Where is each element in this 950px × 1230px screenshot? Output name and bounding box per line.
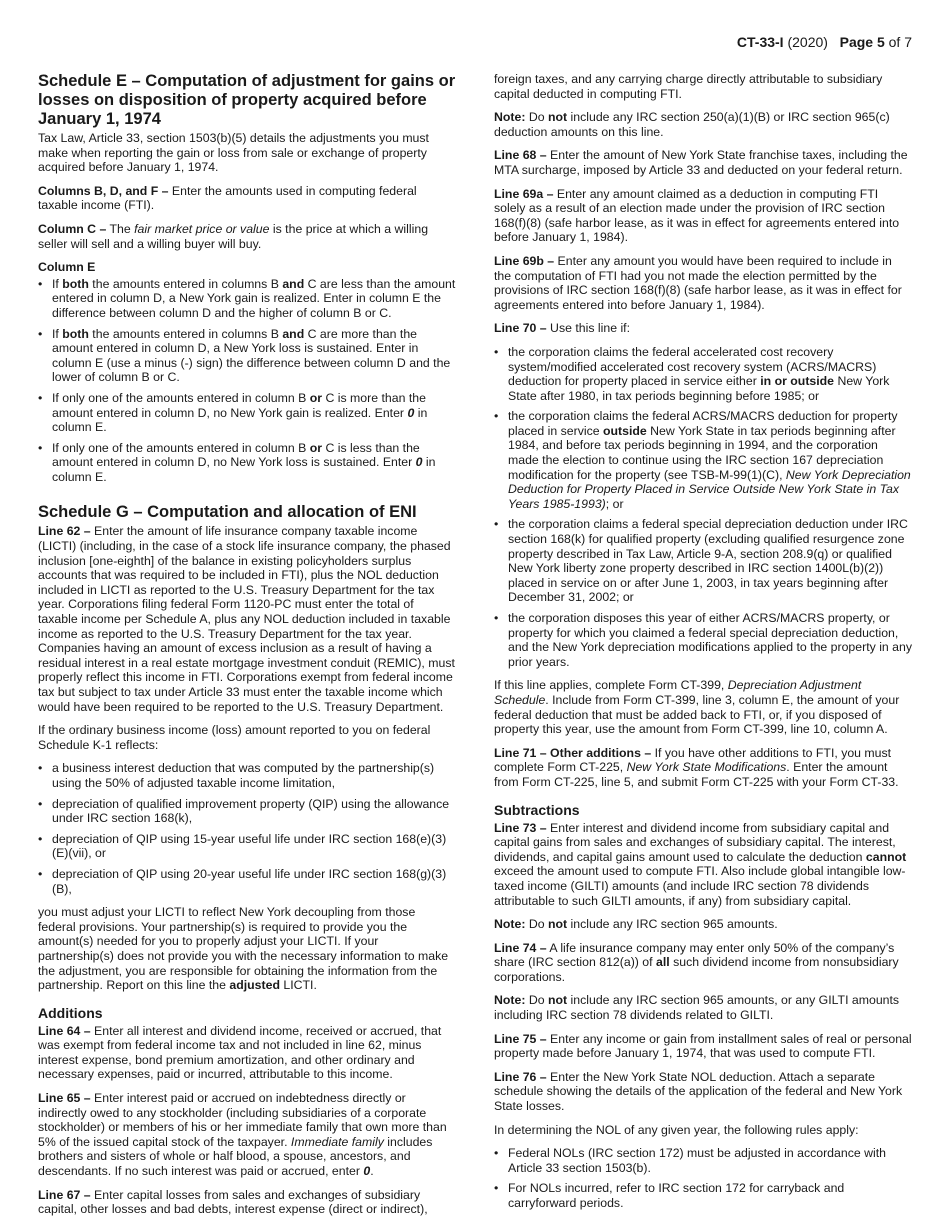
column-e-heading: Column E [38,260,96,275]
left-column [38,72,456,1226]
column-e-list [38,277,456,485]
list-item: • the corporation claims a federal special depreciation deduction under IRC section 168(k) for qualified property (excluding qualified resurgence zone property described in Tax Law, Article 9-A, section 208.9(q) or qualified New York liberty zone property described in IRC section 1400L(b)(2)) placed in service on or after June 1, 2003, in tax years beginning after December 31, 2002; or [494,517,912,605]
list-item: • the corporation claims the federal accelerated cost recovery system/modified accelerated cost recovery system (ACRS/MACRS) deduction for property placed in service either in or outside New York State after 1980, in tax periods beginning before 1985; or [494,345,912,403]
list-item: • If both the amounts entered in columns B and C are more than the amount entered in column D, a New York loss is sustained. Enter in column E (use a minus (-) sign) the difference between column D and the lower of column B or C. [38,327,456,385]
continued-paragraph: foreign taxes, and any carrying charge directly attributable to subsidiary capital deducted in computing FTI. [494,72,883,101]
additions-heading: Additions [38,1004,103,1021]
subtractions-heading: Subtractions [494,801,580,818]
page-label: Page 5 [839,34,885,50]
note-1: Note: Do not include any IRC section 250(a)(1)(B) or IRC section 965(c) deduction amounts on this line. [494,110,890,139]
line-62-paragraph: Line 62 – Enter the amount of life insurance company taxable income (LICTI) (including, in the case of a stock life insurance company, the phased inclusion [one-eighth] of the balance in existing policyholders surplus accounts that was required to be included in FTI), plus the NOL deduction included in LICTI as reported to the U.S. Treasury Department for the tax year. Corporations filing federal Form 1120-PC must enter the total of taxable income per Schedule A, plus any NOL deduction included in taxable income as reported to the U.S. Treasury Department for the tax year. Companies having an amount of excess inclusion as a result of having a residual interest in a real estate mortgage investment conduit (REMIC), must properly reflect this income in FTI. Corporations exempt from federal income tax but subject to tax under Article 33 must enter the taxable income which would have been required to be reported to the U.S. Treasury Department. [38,524,455,714]
line-69a-paragraph: Line 69a – Enter any amount claimed as a deduction in computing FTI solely as a result of an election made under the provision of IRC section 168(f)(8) (safe harbor lease, as it was in effect for agreements entered into before January 1, 1984). [494,186,900,245]
line-65-paragraph: Line 65 – Enter interest paid or accrued on indebtedness directly or indirectly owed to any stockholder (including subsidiaries of a corporate stockholder) or members of his or her immediate family that own more than 5% of the issued capital stock of the taxpayer. Immediate family includes brothers and sisters of whole or half blood, a spouse, ancestors, and descendants. If no such interest was paid or accrued, enter 0. [38,1091,447,1179]
list-item: • If only one of the amounts entered in column B or C is more than the amount entered in column D, no New York gain is realized. Enter 0 in column E. [38,391,456,435]
line-69b-paragraph: Line 69b – Enter any amount you would have been required to include in the computation of FTI had you not made the election permitted by the provisions of IRC section 168(f)(8) (safe harbor lease, as it was in effect for agreements entered into before January 1, 1984). [494,253,902,312]
line-76-paragraph: Line 76 – Enter the New York State NOL deduction. Attach a separate schedule showing the details of the application of the federal and New York State losses. [494,1069,903,1114]
list-item: • For NOLs incurred, refer to IRC section 172 for carryback and carryforward periods. [494,1181,912,1210]
schedule-e-title: Schedule E – Computation of adjustment for gains or losses on disposition of property acquired before January 1, 1974 [38,72,456,128]
schedule-e-intro: Tax Law, Article 33, section 1503(b)(5) details the adjustments you must make when reporting the gain or loss from sale or exchange of property acquired before January 1, 1974. [38,131,429,175]
form-number: CT-33-I [736,34,784,50]
list-item: • depreciation of QIP using 20-year useful life under IRC section 168(g)(3)(B), [38,867,456,896]
form-year: (2020) [787,34,828,50]
list-item: • depreciation of QIP using 15-year useful life under IRC section 168(e)(3)(E)(vii), or [38,832,456,861]
right-column [494,72,912,1220]
schedule-g-title: Schedule G – Computation and allocation of ENI [38,503,417,522]
line-71-paragraph: Line 71 – Other additions – If you have other additions to FTI, you must complete Form CT-225, New York State Modifications. Enter the amount from Form CT-225, line 5, and submit Form CT-225 with your Form CT-33. [494,745,899,789]
line-70-after: If this line applies, complete Form CT-399, Depreciation Adjustment Schedule. Include from Form CT-399, line 3, column E, the amount of your federal deduction that must be added back to FTI, or, if you disposed of property this year, use the amount from Form CT-399, line 10, column A. [494,678,900,737]
line-73-paragraph: Line 73 – Enter interest and dividend income from subsidiary capital and capital gains from sales and exchanges of subsidiary capital. The interest, dividends, and capital gains amount used to calculate the deduction cannot exceed the amount used to compute FTI. Also include global intangible low-taxed income (GILTI) amounts (and include IRC section 78 dividends attributable to such GILTI amounts, if any) from subsidiary capital. [494,820,907,908]
line-70-paragraph: Line 70 – Use this line if: [494,321,631,336]
line-68-paragraph: Line 68 – Enter the amount of New York State franchise taxes, including the MTA surcharge, imposed by Article 33 and deducted on your federal return. [494,148,908,177]
k1-list [38,761,456,896]
list-item: • Federal NOLs (IRC section 172) must be adjusted in accordance with Article 33 section 1503(b). [494,1146,912,1175]
line-70-list [494,345,912,669]
list-item: • depreciation of qualified improvement property (QIP) using the allowance under IRC section 168(k), [38,797,456,826]
note-3: Note: Do not include any IRC section 965 amounts, or any GILTI amounts including IRC section 78 dividends related to GILTI. [494,993,900,1023]
list-item: • a business interest deduction that was computed by the partnership(s) using the 50% of adjusted taxable income limitation, [38,761,456,790]
column-c-paragraph: Column C – The fair market price or value is the price at which a willing seller will sell and a willing buyer will buy. [38,221,429,251]
note-2: Note: Do not include any IRC section 965 amounts. [494,917,778,932]
nol-intro: In determining the NOL of any given year, the following rules apply: [494,1122,859,1137]
line-64-paragraph: Line 64 – Enter all interest and dividend income, received or accrued, that was exempt from federal income tax and not included in line 62, minus interest expense, bond premium amortization, and other ordinary and necessary expenses, paid or incurred, attributable to this income. [38,1023,442,1082]
line-74-paragraph: Line 74 – A life insurance company may enter only 50% of the company’s share (IRC section 812(a)) of all such dividend income from nonsubsidiary corporations. [494,940,899,984]
list-item: • the corporation claims the federal ACRS/MACRS deduction for property placed in service outside New York State in tax periods beginning after 1984, and before tax periods beginning in 1994, and the corporation made the election to continue using the IRC section 167 depreciation modification for the property (see TSB-M-99(1)(C), New York Depreciation Deduction for Property Placed in Service Outside New York State in Tax Years 1985-1993); or [494,409,912,511]
line-75-paragraph: Line 75 – Enter any income or gain from installment sales of real or personal property made before January 1, 1974, that was used to compute FTI. [494,1031,912,1061]
list-item: • If both the amounts entered in columns B and C are less than the amount entered in column D, a New York gain is realized. Enter in column E the difference between column D and the higher of column B or C. [38,277,456,321]
columns-bdf-paragraph: Columns B, D, and F – Enter the amounts used in computing federal taxable income (FTI). [38,183,417,213]
list-item: • the corporation disposes this year of either ACRS/MACRS property, or property for which you claimed a federal special depreciation deduction, and the New York depreciation modifications applied to the property in any prior years. [494,611,912,669]
line-67-paragraph: Line 67 – Enter capital losses from sales and exchanges of subsidiary capital, other losses and bad debts, interest expense (direct or indirect), [38,1187,428,1217]
k1-intro: If the ordinary business income (loss) amount reported to you on federal Schedule K-1 reflects: [38,723,431,752]
k1-after-paragraph: you must adjust your LICTI to reflect New York decoupling from those federal provisions. Your partnership(s) is required to provide you the amount(s) needed for you to properly adjust your LICTI. If your partnership(s) does not provide you with the necessary information to make the adjustment, you are responsible for obtaining the information from the partnership. Report on this line the adjusted LICTI. [38,905,449,993]
nol-list [494,1146,912,1210]
page-header [737,34,912,50]
page-of: of 7 [888,34,912,50]
list-item: • If only one of the amounts entered in column B or C is less than the amount entered in column D, no New York loss is sustained. Enter 0 in column E. [38,441,456,485]
